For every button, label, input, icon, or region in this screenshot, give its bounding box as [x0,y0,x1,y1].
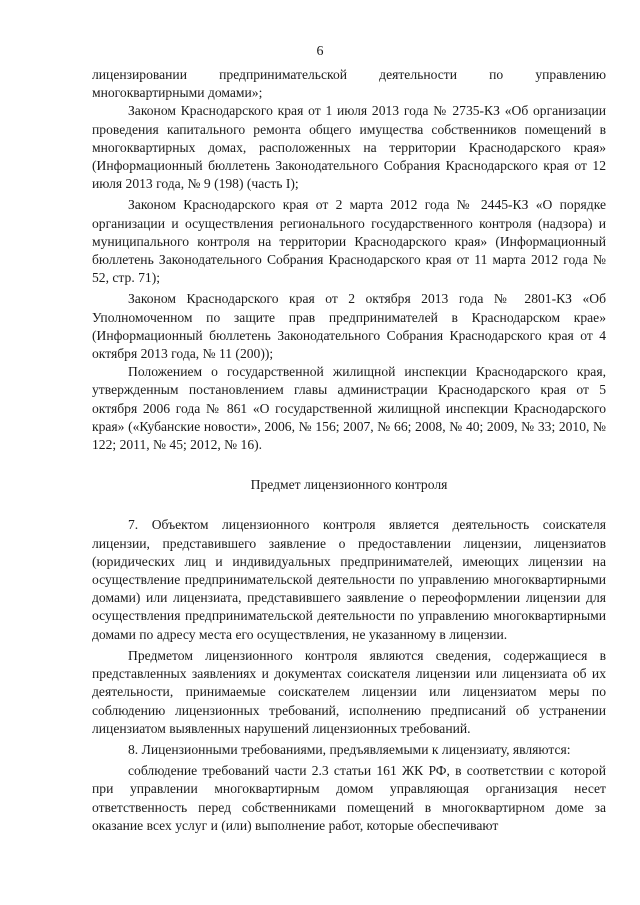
section-heading: Предмет лицензионного контроля [250,477,448,493]
paragraph-law-2735: Законом Краснодарского края от 1 июля 2013 года № 2735-КЗ «Об организации проведения капитального ремонта общего имущества собственников помещений в многоквартирных домах, расположенных на территории Краснодарского края» (Информационный бюллетень Законодательного Собрания Краснодарского края от 12 июля 2013 года, № 9 (198) (часть I); [92,103,606,192]
document-body [92,66,606,835]
paragraph-law-2445: Законом Краснодарского края от 2 марта 2012 года № 2445-КЗ «О порядке организации и осуществления регионального государственного контроля (надзора) и муниципального контроля на территории Краснодарского края» (Информационный бюллетень Законодательного Собрания Краснодарского края от 11 марта 2012 года № 52, стр. 71); [92,197,606,286]
paragraph-regulation-861: Положением о государственной жилищной инспекции Краснодарского края, утвержденным постановлением главы администрации Краснодарского края от 5 октября 2006 года № 861 «О государственной жилищной инспекции Краснодарского края» («Кубанские новости», 2006, № 156; 2007, № 66; 2008, № 40; 2009, № 33; 2010, № 122; 2011, № 45; 2012, № 16). [92,364,606,453]
paragraph-law-2801: Законом Краснодарского края от 2 октября 2013 года № 2801-КЗ «Об Уполномоченном по защите прав предпринимателей в Краснодарском крае» (Информационный бюллетень Законодательного Собрания Краснодарского края от 4 октября 2013 года, № 11 (200)); [92,291,606,362]
paragraph-continuation: лицензировании предпринимательской деятельности по управлению многоквартирными домами»; [92,67,606,101]
paragraph-item-7: 7. Объектом лицензионного контроля является деятельность соискателя лицензии, представившего заявление о предоставлении лицензии, лицензиатов (юридических лиц и индивидуальных предпринимателей, имеющих лицензии на осуществление предпринимательской деятельности по управлению многоквартирными домами) или лицензиата, представившего заявление о переоформлении лицензии для осуществления предпринимательской деятельности по управлению многоквартирными домами по адресу места его осуществления, не указанному в лицензии. [92,517,606,642]
page-number: 6 [316,44,324,59]
paragraph-requirement-161: соблюдение требований части 2.3 статьи 161 ЖК РФ, в соответствии с которой при управлении многоквартирным домом управляющая организация несет ответственность перед собственниками помещений в многоквартирном доме за оказание всех услуг и (или) выполнение работ, которые обеспечивают [92,763,606,833]
paragraph-item-8: 8. Лицензионными требованиями, предъявляемыми к лицензиату, являются: [128,741,571,757]
paragraph-subject: Предметом лицензионного контроля являются сведения, содержащиеся в представленных заявлениях и документах соискателя лицензии или лицензиата об их деятельности, принимаемые соискателем лицензии или лицензиатом меры по соблюдению лицензионных требований, исполнению предписаний об устранении лицензиатом выявленных нарушений лицензионных требований. [92,647,606,736]
